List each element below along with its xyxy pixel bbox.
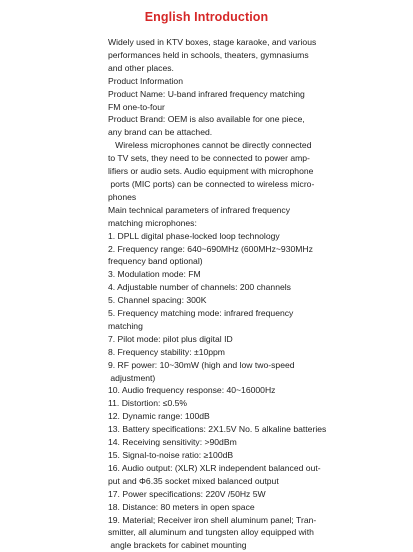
text-line: 15. Signal-to-noise ratio: ≥100dB bbox=[108, 450, 234, 460]
text-line: Wireless microphones cannot be directly connected bbox=[108, 140, 312, 151]
text-line: matching microphones: bbox=[108, 217, 197, 228]
text-line: 5. Channel spacing: 300K bbox=[108, 295, 207, 306]
text-line: 3. Modulation mode: FM bbox=[108, 269, 201, 280]
text-line: any brand can be attached. bbox=[108, 127, 213, 138]
text-line: smitter, all aluminum and tungsten alloy equipped with bbox=[108, 527, 314, 538]
text-line: Product Information bbox=[108, 75, 183, 86]
text-line: 10. Audio frequency response: 40~16000Hz bbox=[108, 385, 276, 396]
text-line: FM one-to-four bbox=[108, 101, 165, 112]
text-line: 12. Dynamic range: 100dB bbox=[108, 411, 210, 422]
text-line: adjustment) bbox=[108, 372, 156, 383]
text-line: 8. Frequency stability: ±10ppm bbox=[108, 346, 225, 357]
text-line: phones bbox=[108, 191, 137, 202]
text-line: angle brackets for cabinet mounting bbox=[108, 540, 247, 551]
text-line: 4. Adjustable number of channels: 200 channels bbox=[108, 282, 291, 293]
text-line: Widely used in KTV boxes, stage karaoke, and various bbox=[108, 37, 317, 47]
text-line: put and Φ6.35 socket mixed balanced output bbox=[108, 475, 279, 486]
text-line: 1. DPLL digital phase-locked loop technology bbox=[108, 230, 280, 241]
text-line: 5. Frequency matching mode: infrared frequency bbox=[108, 308, 294, 319]
text-line: 17. Power specifications: 220V /50Hz 5W bbox=[108, 488, 266, 499]
text-line: 13. Battery specifications: 2X1.5V No. 5 alkaline batteries bbox=[108, 424, 327, 435]
text-line: to TV sets, they need to be connected to power amp- bbox=[108, 153, 310, 164]
text-line: ports (MIC ports) can be connected to wireless micro- bbox=[108, 178, 315, 189]
text-line: 16. Audio output: (XLR) XLR independent balanced out- bbox=[108, 462, 321, 473]
page-title: English Introduction bbox=[144, 10, 269, 24]
text-line: 14. Receiving sensitivity: >90dBm bbox=[108, 437, 237, 448]
text-line: Product Brand: OEM is also available for one piece, bbox=[108, 114, 305, 125]
text-line: 18. Distance: 80 meters in open space bbox=[108, 501, 255, 512]
text-line: 19. Material; Receiver iron shell aluminum panel; Tran- bbox=[108, 514, 317, 525]
text-line: lifiers or audio sets. Audio equipment with microphone bbox=[108, 166, 314, 177]
text-line: performances held in schools, theaters, gymnasiums bbox=[108, 49, 309, 60]
text-line: 9. RF power: 10~30mW (high and low two-speed bbox=[108, 359, 295, 370]
text-line: 11. Distortion: ≤0.5% bbox=[108, 398, 188, 409]
text-line: and other places. bbox=[108, 62, 174, 73]
text-line: 2. Frequency range: 640~690MHz (600MHz~930MHz bbox=[108, 243, 313, 254]
text-line: Product Name: U-band infrared frequency matching bbox=[108, 88, 305, 99]
text-line: matching bbox=[108, 320, 143, 331]
document-body bbox=[108, 36, 327, 552]
text-line: Main technical parameters of infrared frequency bbox=[108, 204, 290, 215]
text-line: 7. Pilot mode: pilot plus digital ID bbox=[108, 333, 233, 344]
text-line: frequency band optional) bbox=[108, 256, 203, 267]
